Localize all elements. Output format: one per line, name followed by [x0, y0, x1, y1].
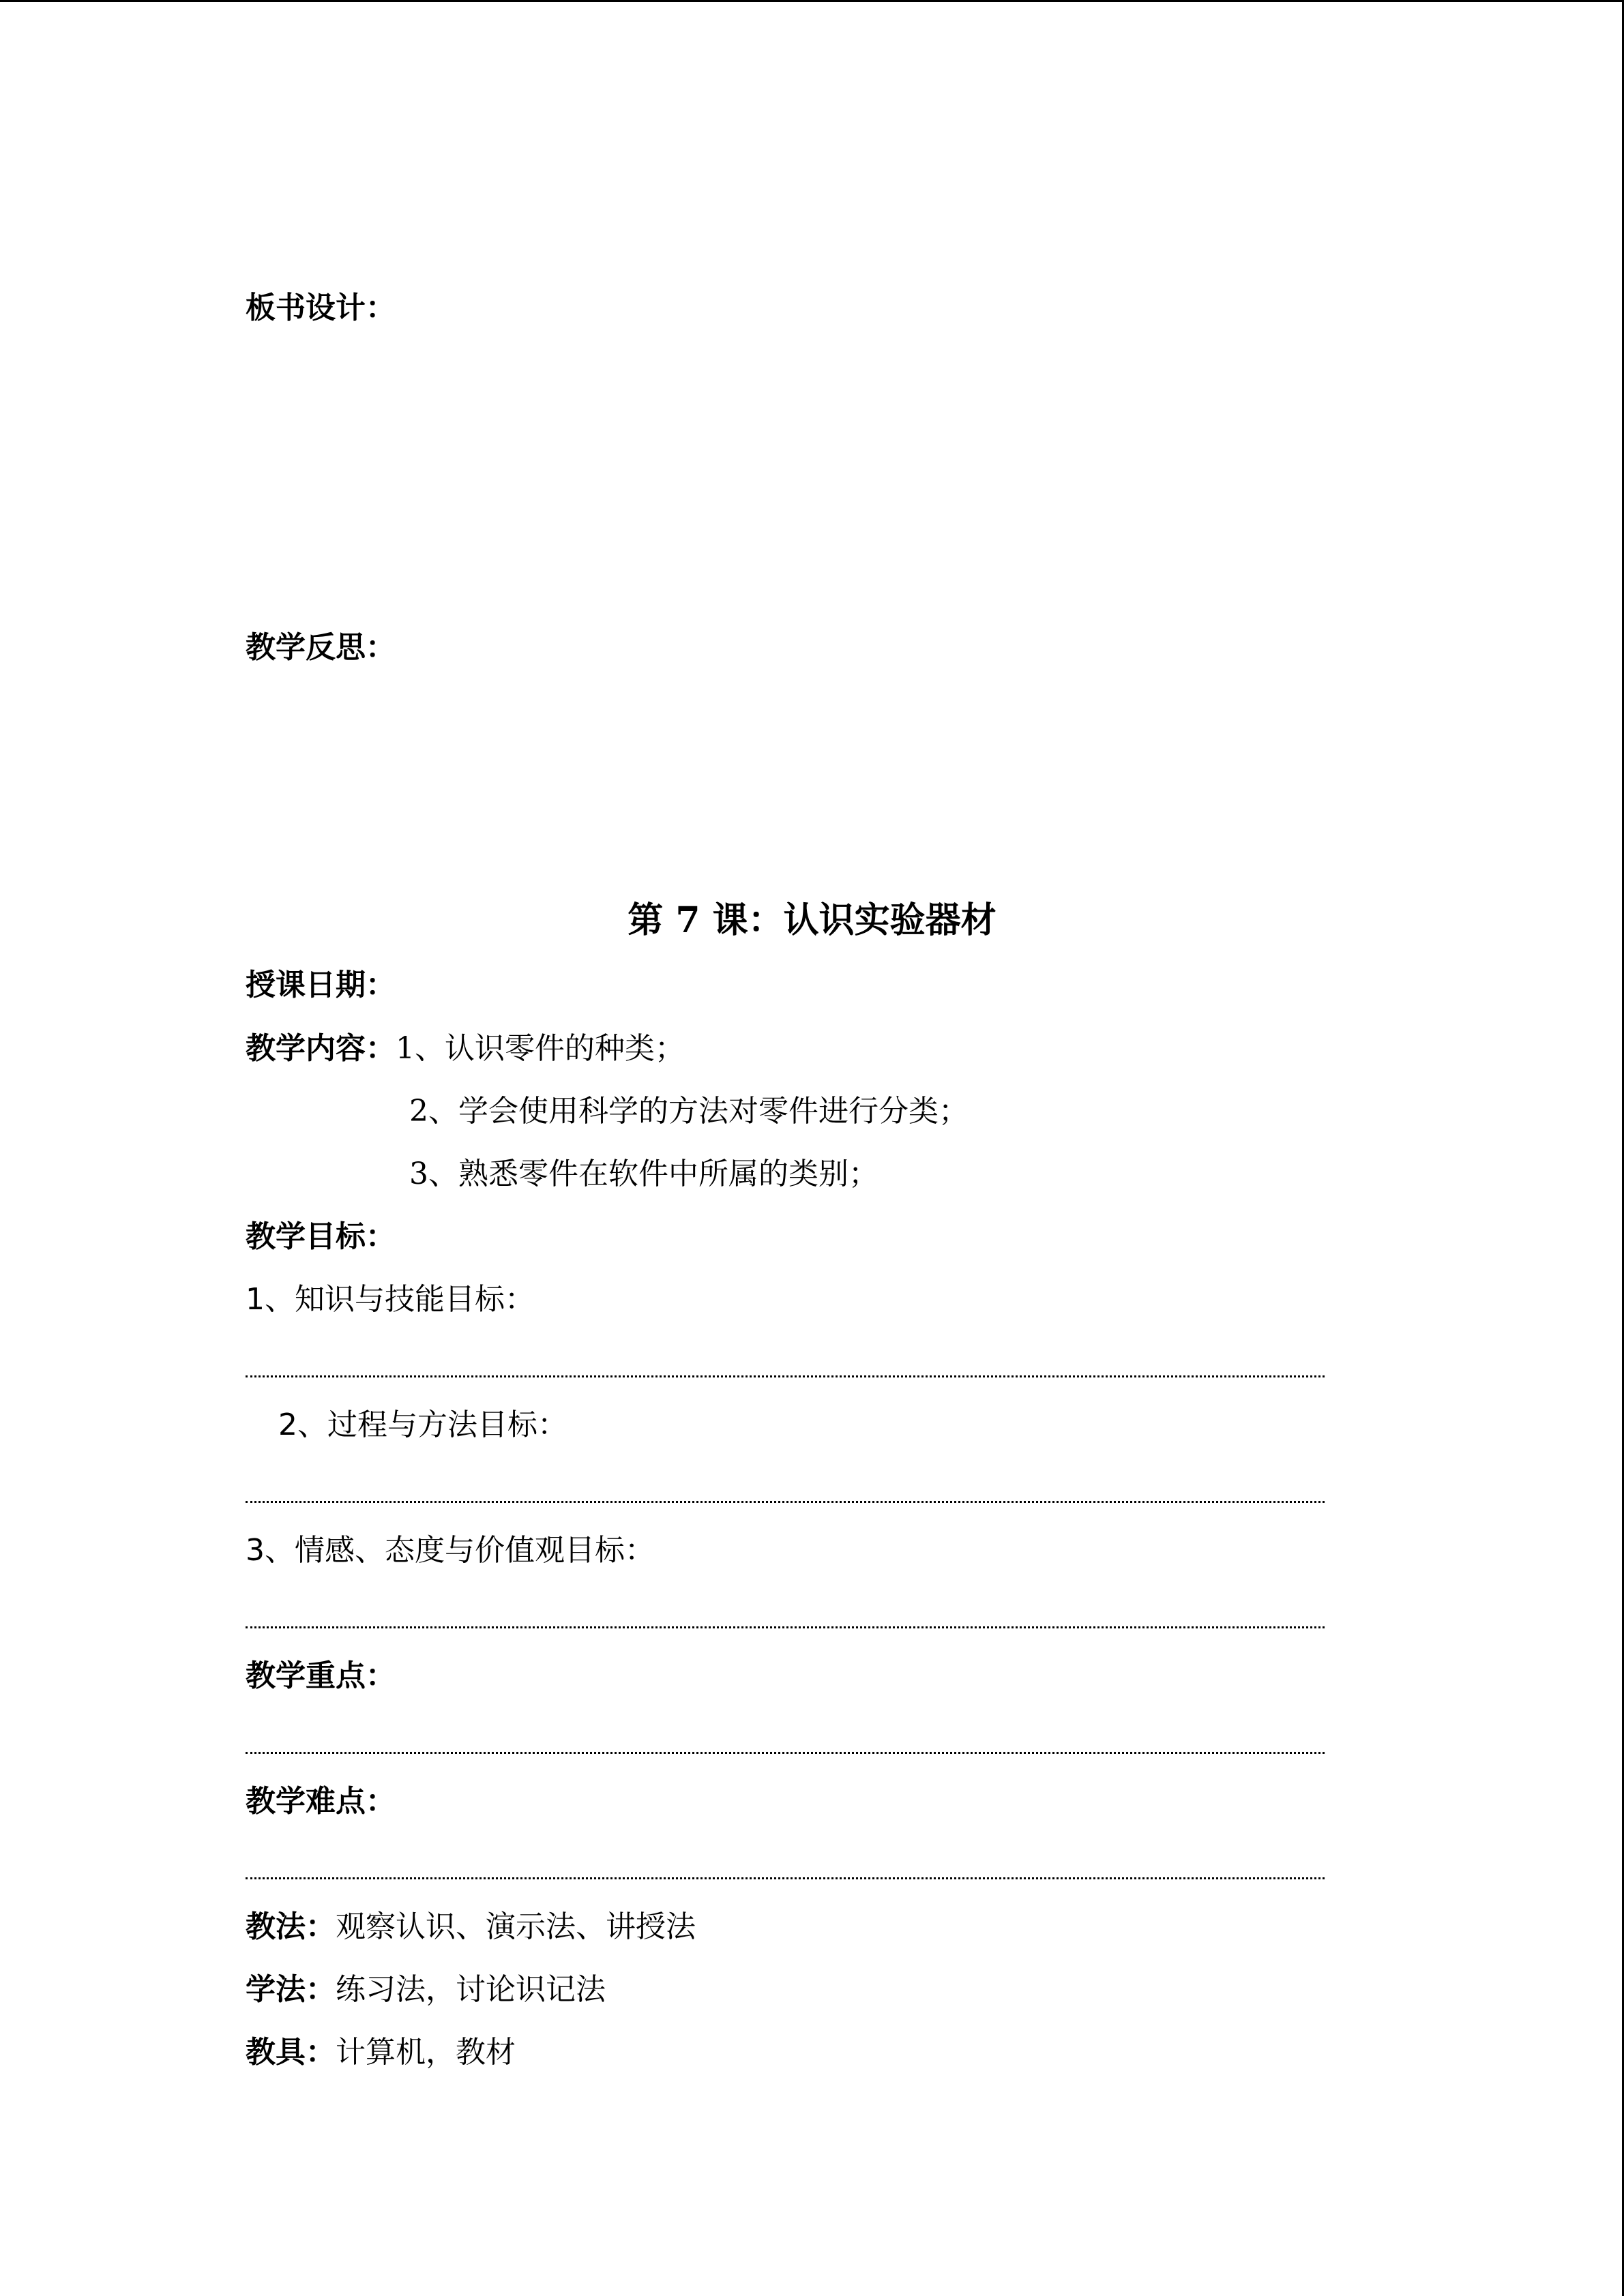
learning-method-row — [246, 1969, 606, 2010]
learning-method-value: 练习法，讨论识记法 — [336, 1972, 606, 2007]
teaching-content-item: 2、学会使用科学的方法对零件进行分类； — [409, 1094, 969, 1129]
page-top-border — [0, 0, 1624, 2]
teaching-tools-label: 教具： — [246, 2035, 336, 2070]
teaching-method-value: 观察认识、演示法、讲授法 — [336, 1909, 696, 1944]
goal-process-method: 2、过程与方法目标： — [278, 1407, 567, 1442]
teaching-content-item: 1、认识零件的种类； — [396, 1031, 685, 1066]
teaching-content-row — [246, 1028, 685, 1069]
teaching-tools-row — [246, 2032, 516, 2073]
class-date-label: 授课日期： — [246, 968, 396, 1002]
writing-line — [246, 1501, 1325, 1503]
writing-line — [246, 1877, 1325, 1879]
key-points-heading: 教学重点： — [246, 1658, 396, 1693]
writing-line — [246, 1375, 1325, 1377]
goal-emotion-values: 3、情感、态度与价值观目标： — [246, 1533, 655, 1568]
teaching-content-label: 教学内容： — [246, 1031, 396, 1066]
teaching-goals-heading: 教学目标： — [246, 1219, 396, 1254]
difficulties-heading: 教学难点： — [246, 1784, 396, 1819]
writing-line — [246, 1626, 1325, 1628]
lesson-title: 第 7 课：认识实验器材 — [628, 899, 996, 941]
teaching-method-label: 教法： — [246, 1909, 336, 1944]
teaching-method-row — [246, 1907, 696, 1948]
board-design-heading: 板书设计： — [246, 290, 396, 325]
goal-knowledge-skills: 1、知识与技能目标： — [246, 1282, 535, 1317]
teaching-content-item: 3、熟悉零件在软件中所属的类别； — [409, 1157, 879, 1191]
teaching-tools-value: 计算机，教材 — [336, 2035, 516, 2070]
teaching-reflection-heading: 教学反思： — [246, 630, 396, 665]
learning-method-label: 学法： — [246, 1972, 336, 2007]
writing-line — [246, 1752, 1325, 1754]
